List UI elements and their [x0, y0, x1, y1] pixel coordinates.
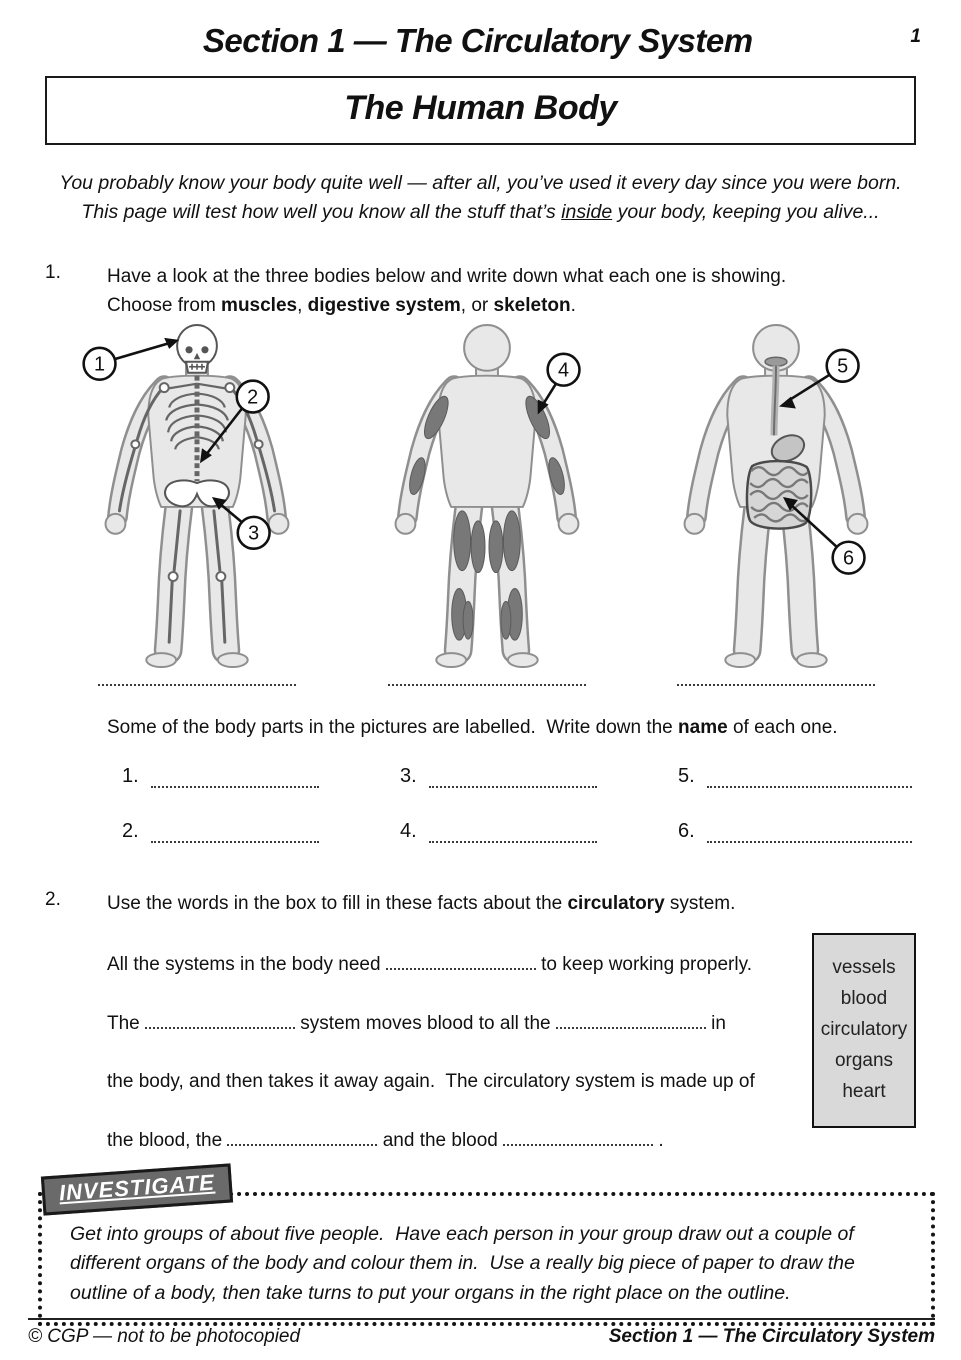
callout-6-label: 6	[843, 547, 855, 570]
answer-4-blank	[429, 828, 597, 843]
question-1-text: Have a look at the three bodies below and write down what each one is showing. Choose from muscles, digestive system, or skeleton.	[107, 265, 787, 316]
choice-digestive-system: digestive system	[307, 294, 461, 316]
word-box-item: vessels	[832, 957, 896, 979]
word-box-item: heart	[842, 1081, 886, 1103]
word-box-item: circulatory	[820, 1019, 908, 1041]
intro-line2-post: your body, keeping you alive...	[612, 201, 880, 224]
muscles-answer-blank	[388, 671, 586, 686]
fill-line-1: All the systems in the body need to keep working properly.	[107, 953, 752, 975]
section-title: Section 1 — The Circulatory System	[202, 22, 753, 59]
answer-6: 6.	[678, 820, 916, 843]
investigate-badge: INVESTIGATE	[41, 1163, 233, 1215]
intro-line2-pre: This page will test how well you know all the stuff that’s	[81, 201, 562, 224]
fill-blank-5	[503, 1131, 653, 1146]
question-1-number: 1.	[45, 261, 61, 283]
callout-1-label: 1	[94, 354, 106, 377]
digestive-figure	[641, 322, 911, 675]
callout-5-label: 5	[837, 356, 849, 379]
word-box-item: organs	[834, 1050, 894, 1072]
answer-2: 2.	[122, 820, 400, 843]
question-2-bold-word: circulatory	[567, 893, 665, 915]
answer-4: 4.	[400, 820, 678, 843]
question-1	[45, 262, 916, 321]
footer	[28, 1318, 935, 1348]
fill-line-2: The system moves blood to all the in	[107, 1012, 726, 1034]
fill-blank-1	[386, 955, 536, 970]
skeleton-answer-blank	[98, 671, 296, 686]
fill-blank-3	[556, 1014, 706, 1029]
labelled-parts-text: Some of the body parts in the pictures are labelled. Write down the name of each one.	[107, 717, 838, 739]
page-title: The Human Body	[344, 89, 617, 127]
word-box	[812, 933, 916, 1128]
callout-2-label: 2	[247, 386, 259, 409]
digestive-answer-blank	[677, 671, 875, 686]
investigate-box	[38, 1192, 935, 1326]
fill-blank-2	[145, 1014, 295, 1029]
answer-5: 5.	[678, 765, 916, 788]
answer-2-blank	[151, 828, 319, 843]
footer-section: Section 1 — The Circulatory System	[608, 1326, 935, 1347]
answer-3-blank	[429, 773, 597, 788]
callout-4	[537, 354, 579, 415]
investigate-section	[38, 1169, 935, 1326]
question-2-text: Use the words in the box to fill in these facts about the circulatory system.	[107, 893, 736, 915]
answer-3: 3.	[400, 765, 678, 788]
question-2-number: 2.	[45, 889, 61, 911]
fill-blank-4	[227, 1131, 377, 1146]
page-number: 1	[910, 26, 921, 47]
skeleton-illustration	[63, 322, 331, 670]
mouth	[765, 358, 787, 367]
digestive-illustration	[642, 322, 910, 670]
header	[45, 22, 921, 60]
word-box-item: blood	[840, 988, 888, 1010]
fill-line-4: the blood, the and the blood .	[107, 1129, 664, 1151]
numbered-answers	[122, 765, 916, 843]
choice-muscles: muscles	[221, 294, 298, 316]
answer-1-blank	[151, 773, 319, 788]
intro-text	[0, 169, 961, 228]
body-figures	[62, 322, 911, 675]
page-title-box	[45, 76, 916, 145]
answer-1: 1.	[122, 765, 400, 788]
question-2	[45, 889, 916, 1153]
callout-4-label: 4	[557, 360, 569, 383]
figure-answer-blanks	[62, 671, 911, 687]
intro-underlined-word: inside	[561, 201, 613, 224]
labelled-bold-word: name	[678, 717, 728, 739]
fill-line-3: the body, and then takes it away again. The circulatory system is made up of	[107, 1071, 755, 1093]
footer-copyright: © CGP — not to be photocopied	[28, 1326, 301, 1347]
muscles-illustration	[353, 322, 621, 670]
investigate-text: Get into groups of about five people. Have each person in your group draw out a couple of different organs of the body and colour them in. Use a really big piece of paper to draw the outline of a body, then take turns to put your organs in the right place on the outline.	[70, 1223, 861, 1304]
intro-line1: You probably know your body quite well — after all, you’ve used it every day since you were born.	[59, 172, 902, 194]
answer-5-blank	[707, 773, 912, 788]
skeleton-figure	[62, 322, 332, 675]
intestines	[747, 461, 811, 529]
muscles-figure	[352, 322, 622, 675]
callout-3-label: 3	[248, 523, 260, 546]
callout-1	[84, 338, 179, 380]
answer-6-blank	[707, 828, 912, 843]
choice-skeleton: skeleton	[493, 294, 571, 316]
